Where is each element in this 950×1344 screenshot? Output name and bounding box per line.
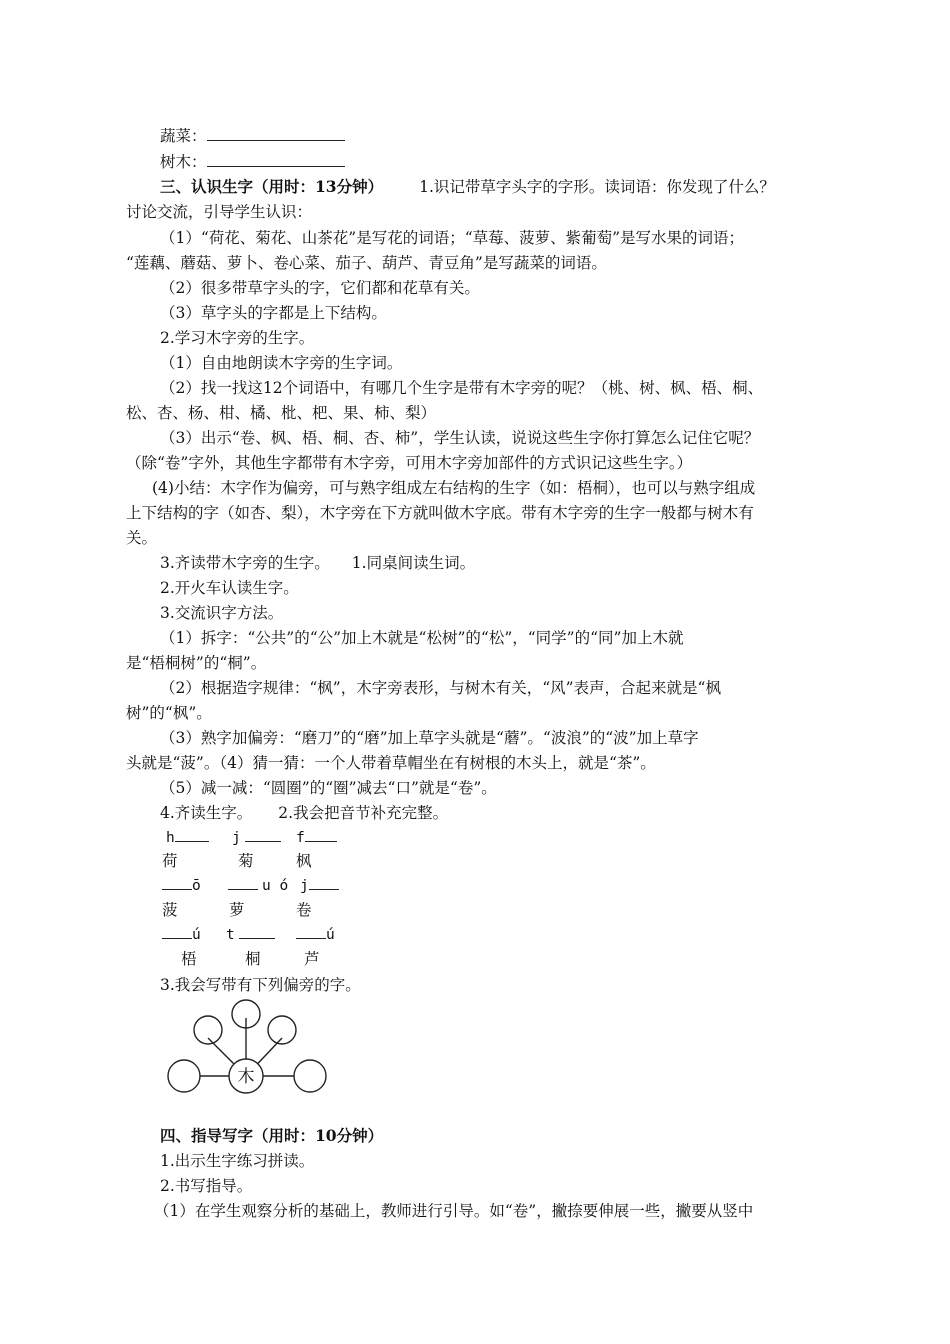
paragraph-text: 3.我会写带有下列偏旁的字。 xyxy=(160,976,361,994)
paragraph-text: （1）拆字：“公共”的“公”加上木就是“松树”的“松”，“同学”的“同”加上木就 xyxy=(160,629,684,647)
blank-label: 蔬菜： xyxy=(160,127,207,145)
section-3-heading: 三、认识生字（用时：13分钟） xyxy=(160,177,384,196)
pinyin-blank[interactable] xyxy=(162,876,201,896)
blank-circle xyxy=(268,1016,296,1044)
paragraph-text: （2）根据造字规律：“枫”，木字旁表形，与树木有关，“风”表声，合起来就是“枫 xyxy=(160,679,721,697)
section-3-line xyxy=(160,176,775,198)
pinyin-blank[interactable] xyxy=(296,828,337,848)
section-4-heading: 四、指导写字（用时：10分钟） xyxy=(160,1126,384,1145)
character: 卷 xyxy=(296,901,312,919)
paragraph-text: （1）在学生观察分析的基础上，教师进行引导。如“卷”，撇捺要伸展一些，撇要从竖中 xyxy=(154,1202,754,1220)
paragraph-text: 1.出示生字练习拼读。 xyxy=(160,1152,315,1170)
blank-circle xyxy=(294,1060,326,1092)
pinyin-part: ō xyxy=(192,878,201,894)
paragraph-line xyxy=(160,552,475,574)
pinyin-blank[interactable] xyxy=(226,925,275,945)
blank-label: 树木： xyxy=(160,153,207,171)
paragraph-text: 1.识记带草字头字的字形。读词语：你发现了什么？ xyxy=(419,178,775,196)
answer-line[interactable] xyxy=(207,125,345,141)
paragraph-text: 3.交流识字方法。 xyxy=(160,604,284,622)
character: 菠 xyxy=(162,901,178,919)
paragraph-text: （除“卷”字外，其他生字都带有木字旁，可用木字旁加部件的方式识记这些生字。） xyxy=(126,454,693,472)
paragraph-text: 上下结构的字（如杏、梨），木字旁在下方就叫做木字底。带有木字旁的生字一般都与树木有 xyxy=(126,504,754,522)
pinyin-blank[interactable] xyxy=(166,828,209,848)
character: 枫 xyxy=(296,852,312,870)
paragraph-text: （1）自由地朗读木字旁的生字词。 xyxy=(160,354,403,372)
pinyin-blank[interactable] xyxy=(296,925,335,945)
pinyin-part: f xyxy=(296,830,305,846)
paragraph-text: 3.齐读带木字旁的生字。 xyxy=(160,554,330,572)
pinyin-part: ú xyxy=(192,927,201,943)
paragraph-text: （1）“荷花、菊花、山茶花”是写花的词语；“草莓、菠萝、紫葡萄”是写水果的词语； xyxy=(160,229,745,247)
character: 荷 xyxy=(162,852,178,870)
pinyin-part: u ó xyxy=(262,878,289,894)
paragraph-text: （5）减一减：“圆圈”的“圈”减去“口”就是“卷”。 xyxy=(160,779,497,797)
pinyin-blank[interactable] xyxy=(228,876,288,896)
paragraph-text: （3）熟字加偏旁：“磨刀”的“磨”加上草字头就是“蘑”。“波浪”的“波”加上草字 xyxy=(160,729,699,747)
paragraph-text: 2.我会把音节补充完整。 xyxy=(278,804,449,822)
paragraph-text: 树”的“枫”。 xyxy=(126,704,212,722)
center-radical: 木 xyxy=(237,1067,255,1087)
character: 菊 xyxy=(238,852,254,870)
pinyin-part: t xyxy=(226,927,235,943)
character: 萝 xyxy=(229,901,245,919)
paragraph-text: 1.同桌间读生词。 xyxy=(351,554,476,572)
pinyin-blank[interactable] xyxy=(232,828,281,848)
paragraph-text: 2.开火车认读生字。 xyxy=(160,579,299,597)
paragraph-text: 头就是“菠”。（4）猜一猜：一个人带着草帽坐在有树根的木头上，就是“茶”。 xyxy=(126,754,656,772)
paragraph-text: “莲藕、蘑菇、萝卜、卷心菜、茄子、葫芦、青豆角”是写蔬菜的词语。 xyxy=(126,254,607,272)
paragraph-text: 2.书写指导。 xyxy=(160,1177,253,1195)
paragraph-text: 4.齐读生字。 xyxy=(160,804,253,822)
pinyin-part: h xyxy=(166,830,175,846)
paragraph-line xyxy=(160,802,448,824)
pinyin-blank[interactable] xyxy=(300,876,339,896)
paragraph-text: （3）出示“卷、枫、梧、桐、杏、柿”，学生认读，说说这些生字你打算怎么记住它呢？ xyxy=(160,429,760,447)
pinyin-blank[interactable] xyxy=(162,925,201,945)
answer-line[interactable] xyxy=(207,151,345,167)
character: 桐 xyxy=(245,950,261,968)
paragraph-text: （2）找一找这12个词语中，有哪几个生字是带有木字旁的呢？（桃、树、枫、梧、桐、 xyxy=(160,379,764,397)
paragraph-text: 是“梧桐树”的“桐”。 xyxy=(126,654,267,672)
blank-vegetables xyxy=(160,125,345,147)
character: 梧 xyxy=(181,950,197,968)
radical-diagram xyxy=(160,996,330,1100)
paragraph-text: 2.学习木字旁的生字。 xyxy=(160,329,315,347)
blank-trees xyxy=(160,151,345,173)
paragraph-text: 关。 xyxy=(126,529,158,547)
pinyin-part: j xyxy=(300,878,309,894)
character: 芦 xyxy=(304,950,320,968)
blank-circle xyxy=(194,1016,222,1044)
pinyin-part: j xyxy=(232,830,241,846)
paragraph-text: （2）很多带草字头的字，它们都和花草有关。 xyxy=(160,279,480,297)
paragraph-text: (4)小结：木字作为偏旁，可与熟字组成左右结构的生字（如：梧桐），也可以与熟字组成 xyxy=(152,479,756,497)
paragraph-text: 讨论交流，引导学生认识： xyxy=(126,203,313,221)
paragraph-text: 松、杏、杨、柑、橘、枇、杷、果、柿、梨） xyxy=(126,404,437,422)
paragraph-text: （3）草字头的字都是上下结构。 xyxy=(160,304,387,322)
blank-circle xyxy=(168,1060,200,1092)
pinyin-part: ú xyxy=(326,927,335,943)
